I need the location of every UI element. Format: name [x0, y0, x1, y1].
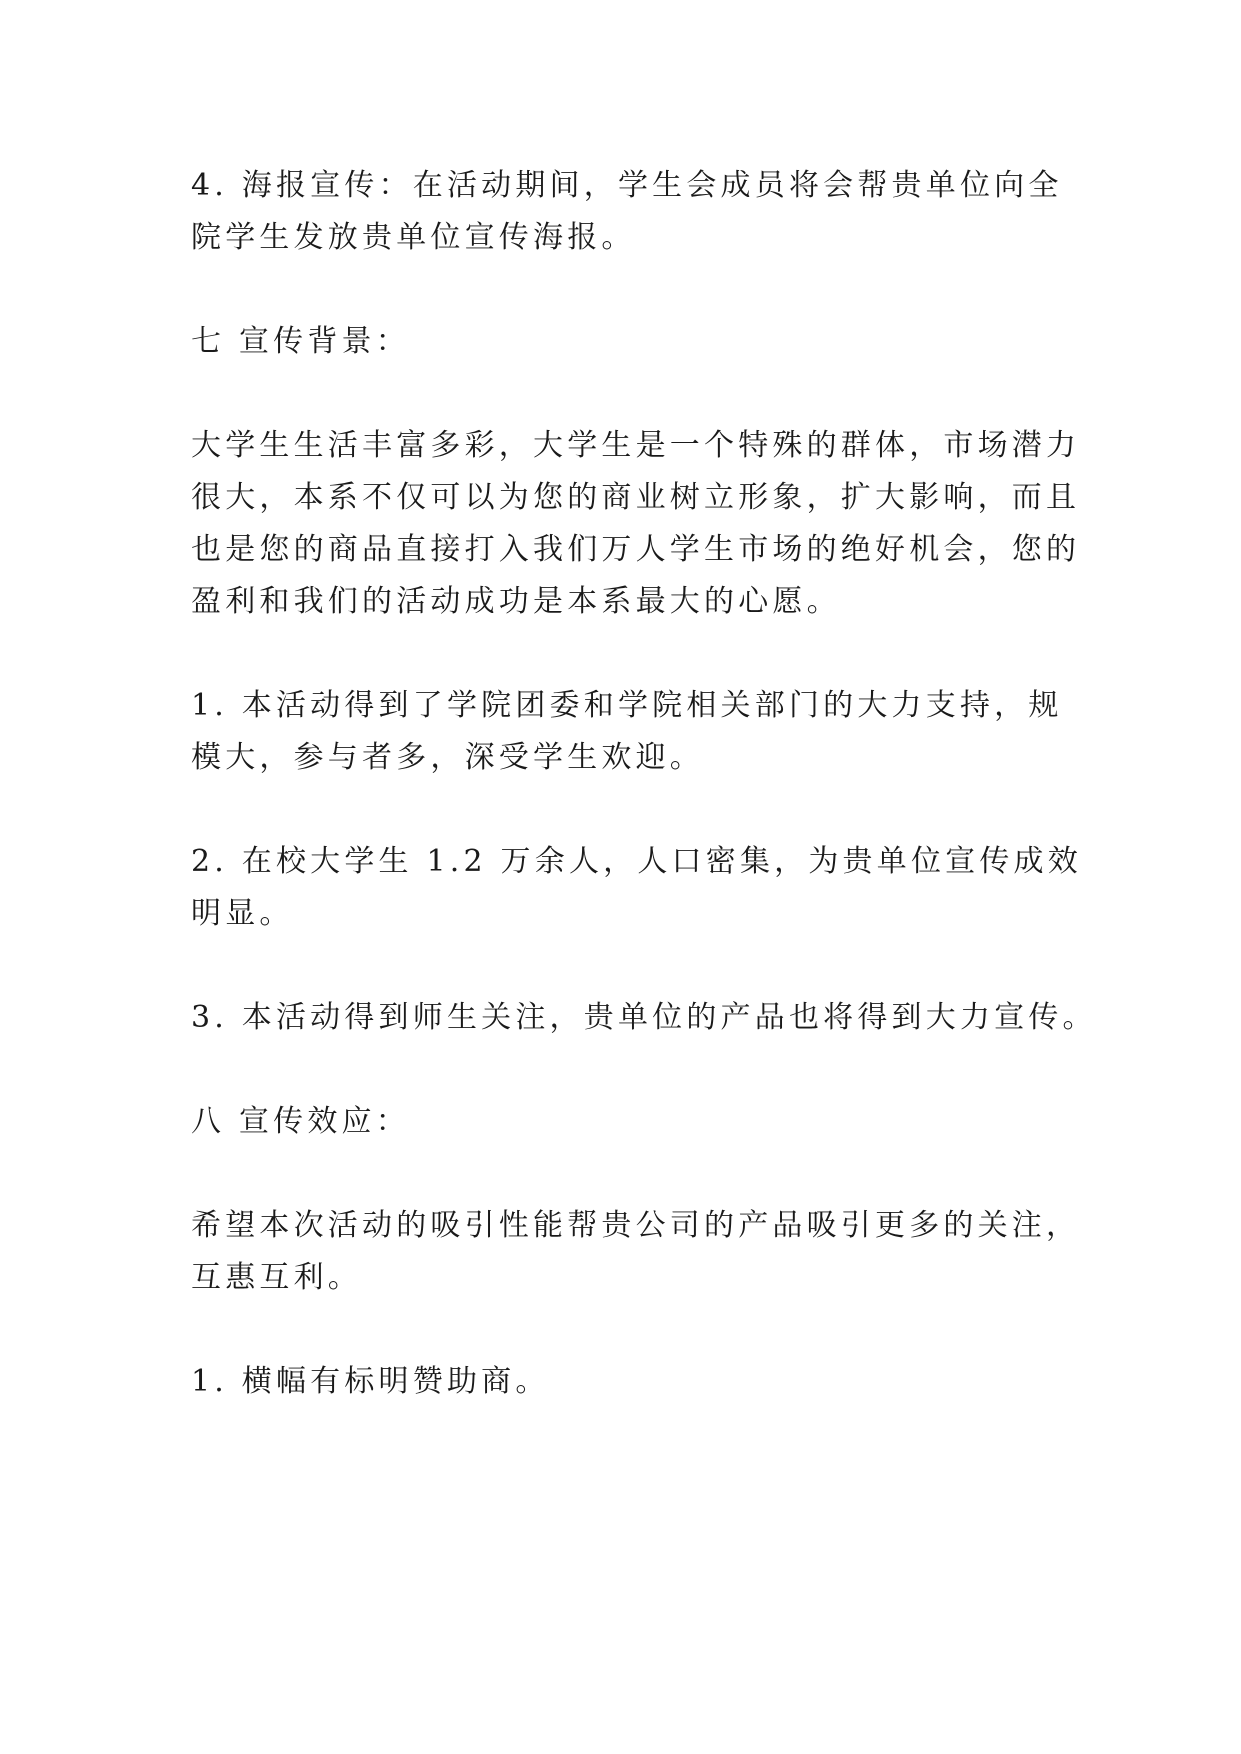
- section-8-heading: 八 宣传效应：: [191, 1104, 410, 1139]
- point-1-line-1: 1. 本活动得到了学院团委和学院相关部门的大力支持，规: [191, 688, 1063, 723]
- point-1-line-2: 模大，参与者多，深受学生欢迎。: [191, 740, 704, 775]
- section-7-heading: 七 宣传背景：: [191, 324, 410, 359]
- effect-paragraph-line-2: 互惠互利。: [191, 1260, 362, 1295]
- point-2-line-2: 明显。: [191, 896, 294, 931]
- effect-paragraph-line-1: 希望本次活动的吸引性能帮贵公司的产品吸引更多的关注，: [191, 1208, 1081, 1243]
- item-4-poster-line-2: 院学生发放贵单位宣传海报。: [191, 220, 636, 255]
- item-4-poster-line-1: 4. 海报宣传：在活动期间，学生会成员将会帮贵单位向全: [191, 168, 1063, 203]
- background-paragraph-line-1: 大学生生活丰富多彩，大学生是一个特殊的群体，市场潜力: [191, 428, 1081, 463]
- background-paragraph-line-4: 盈利和我们的活动成功是本系最大的心愿。: [191, 584, 841, 619]
- point-2-line-1: 2. 在校大学生 1.2 万余人，人口密集，为贵单位宣传成效: [191, 844, 1082, 879]
- effect-point-1-line: 1. 横幅有标明赞助商。: [191, 1364, 550, 1399]
- point-3-line: 3. 本活动得到师生关注，贵单位的产品也将得到大力宣传。: [191, 1000, 1097, 1035]
- background-paragraph-line-2: 很大，本系不仅可以为您的商业树立形象，扩大影响，而且: [191, 480, 1081, 515]
- background-paragraph-line-3: 也是您的商品直接打入我们万人学生市场的绝好机会，您的: [191, 532, 1081, 567]
